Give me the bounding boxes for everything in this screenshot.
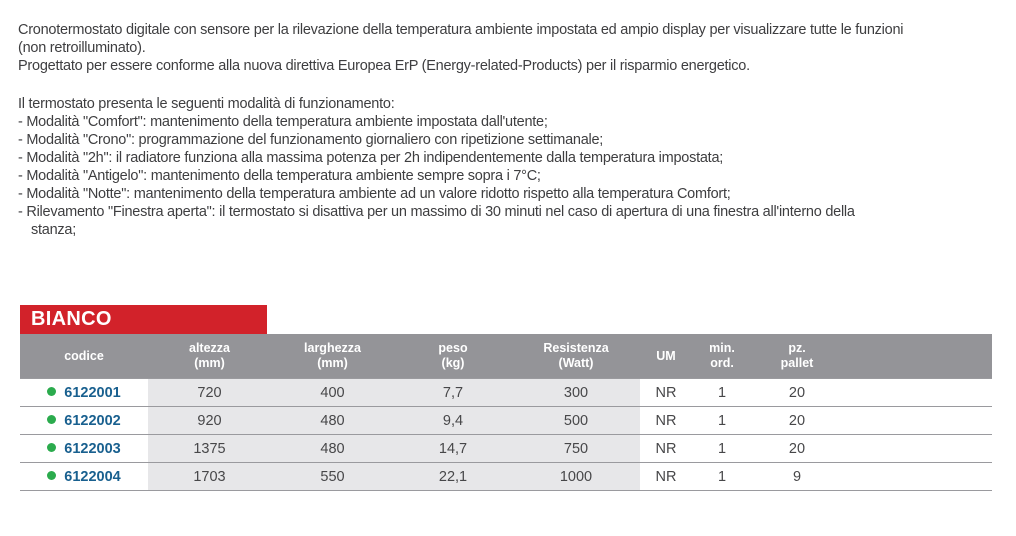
- table-row: [20, 435, 992, 463]
- availability-dot-icon: [47, 471, 56, 480]
- col-header-filler: [842, 334, 992, 379]
- code-cell: [20, 379, 148, 407]
- mode-item-notte: - Modalità "Notte": mantenimento della temperatura ambiente ad un valore ridotto rispetto alla temperatura Comfort;: [18, 186, 731, 202]
- pz-pallet-value: 20: [752, 435, 842, 463]
- col-header-codice: codice: [20, 334, 148, 379]
- resistenza-value: 750: [512, 435, 640, 463]
- mode-item-antigelo: - Modalità "Antigelo": mantenimento della temperatura ambiente sempre sopra i 7°C;: [18, 168, 541, 184]
- product-code: 6122002: [64, 412, 121, 429]
- peso-value: 9,4: [394, 407, 512, 435]
- product-spec-table: [20, 334, 992, 491]
- peso-value: 22,1: [394, 463, 512, 491]
- product-code: 6122004: [64, 468, 121, 485]
- product-table-section: [20, 305, 992, 491]
- code-cell: [20, 407, 148, 435]
- table-header-row: [20, 334, 992, 379]
- min-ord-value: 1: [692, 379, 752, 407]
- intro-paragraph: [18, 21, 903, 75]
- resistenza-value: 300: [512, 379, 640, 407]
- filler-cell: [842, 435, 992, 463]
- col-header-resistenza: Resistenza (Watt): [512, 334, 640, 379]
- filler-cell: [842, 379, 992, 407]
- larghezza-value: 550: [271, 463, 394, 491]
- col-header-min-ord: min. ord.: [692, 334, 752, 379]
- availability-dot-icon: [47, 443, 56, 452]
- pz-pallet-value: 20: [752, 407, 842, 435]
- resistenza-value: 1000: [512, 463, 640, 491]
- code-cell: [20, 435, 148, 463]
- filler-cell: [842, 463, 992, 491]
- code-cell: [20, 463, 148, 491]
- table-row: [20, 407, 992, 435]
- col-header-larghezza: larghezza (mm): [271, 334, 394, 379]
- peso-value: 14,7: [394, 435, 512, 463]
- um-value: NR: [640, 407, 692, 435]
- table-row: [20, 463, 992, 491]
- pz-pallet-value: 20: [752, 379, 842, 407]
- pz-pallet-value: 9: [752, 463, 842, 491]
- col-header-pz-pallet: pz. pallet: [752, 334, 842, 379]
- larghezza-value: 480: [271, 435, 394, 463]
- min-ord-value: 1: [692, 463, 752, 491]
- mode-item-finestra-aperta-continuation: stanza;: [31, 222, 76, 238]
- intro-line-1: Cronotermostato digitale con sensore per la rilevazione della temperatura ambiente impostata ed ampio display per visualizzare tutte le funzioni: [18, 22, 904, 38]
- mode-item-2h: - Modalità "2h": il radiatore funziona alla massima potenza per 2h indipendentemente dalla temperatura impostata;: [18, 150, 724, 166]
- table-row: [20, 379, 992, 407]
- altezza-value: 1375: [148, 435, 271, 463]
- filler-cell: [842, 407, 992, 435]
- product-code: 6122001: [64, 384, 121, 401]
- larghezza-value: 400: [271, 379, 394, 407]
- col-header-altezza: altezza (mm): [148, 334, 271, 379]
- altezza-value: 720: [148, 379, 271, 407]
- mode-item-comfort: - Modalità "Comfort": mantenimento della temperatura ambiente impostata dall'utente;: [18, 114, 548, 130]
- altezza-value: 1703: [148, 463, 271, 491]
- um-value: NR: [640, 435, 692, 463]
- modes-heading: Il termostato presenta le seguenti modalità di funzionamento:: [18, 96, 395, 112]
- modes-section: [18, 95, 855, 239]
- intro-line-3: Progettato per essere conforme alla nuova direttiva Europea ErP (Energy-related-Products) per il risparmio energetico.: [18, 58, 750, 74]
- col-header-peso: peso (kg): [394, 334, 512, 379]
- mode-item-finestra-aperta: - Rilevamento "Finestra aperta": il termostato si disattiva per un massimo di 30 minuti nel caso di apertura di una finestra all'interno della: [18, 204, 855, 220]
- mode-item-crono: - Modalità "Crono": programmazione del funzionamento giornaliero con ripetizione settimanale;: [18, 132, 604, 148]
- um-value: NR: [640, 379, 692, 407]
- col-header-um: UM: [640, 334, 692, 379]
- peso-value: 7,7: [394, 379, 512, 407]
- availability-dot-icon: [47, 387, 56, 396]
- availability-dot-icon: [47, 415, 56, 424]
- section-banner: [20, 305, 267, 334]
- resistenza-value: 500: [512, 407, 640, 435]
- intro-line-2: (non retroilluminato).: [18, 40, 146, 56]
- section-title: BIANCO: [31, 308, 112, 330]
- min-ord-value: 1: [692, 435, 752, 463]
- um-value: NR: [640, 463, 692, 491]
- product-code: 6122003: [64, 440, 121, 457]
- min-ord-value: 1: [692, 407, 752, 435]
- altezza-value: 920: [148, 407, 271, 435]
- larghezza-value: 480: [271, 407, 394, 435]
